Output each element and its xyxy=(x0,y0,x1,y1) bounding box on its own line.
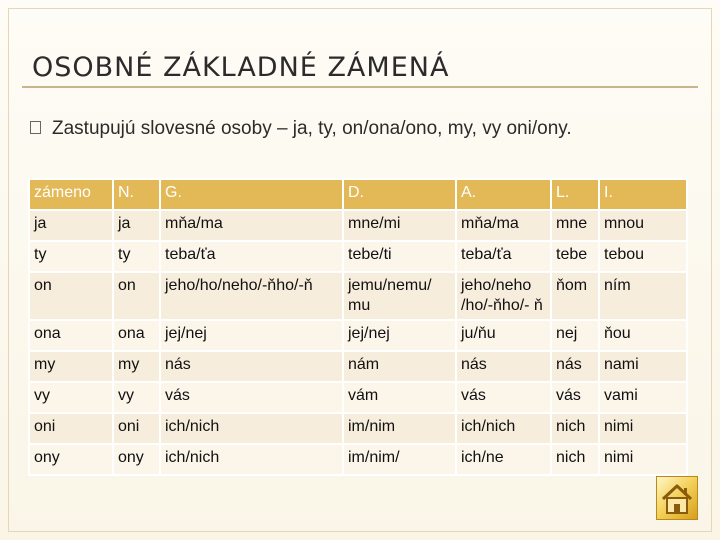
table-cell: ňou xyxy=(599,320,687,351)
table-cell: mne xyxy=(551,210,599,241)
table-cell: jemu/nemu/ mu xyxy=(343,272,456,320)
home-button[interactable] xyxy=(656,476,698,520)
table-row xyxy=(29,444,687,475)
table-cell: ich/nich xyxy=(456,413,551,444)
column-header: G. xyxy=(160,179,343,210)
table-cell: nás xyxy=(456,351,551,382)
table-cell: ona xyxy=(113,320,160,351)
table-cell: ony xyxy=(113,444,160,475)
column-header: D. xyxy=(343,179,456,210)
table-cell: ich/ne xyxy=(456,444,551,475)
table-cell: vami xyxy=(599,382,687,413)
bullet-text: Zastupujú slovesné osoby – ja, ty, on/ona/ono, my, vy oni/ony. xyxy=(52,118,572,139)
table-cell: ňom xyxy=(551,272,599,320)
table-cell: jej/nej xyxy=(343,320,456,351)
square-bullet-icon xyxy=(30,121,41,134)
table-cell: mnou xyxy=(599,210,687,241)
column-header: I. xyxy=(599,179,687,210)
table-cell: teba/ťa xyxy=(160,241,343,272)
table-cell: ty xyxy=(113,241,160,272)
table-cell: vás xyxy=(456,382,551,413)
column-header: zámeno xyxy=(29,179,113,210)
table-cell: jeho/neho /ho/-ňho/- ň xyxy=(456,272,551,320)
table-row xyxy=(29,210,687,241)
table-row xyxy=(29,351,687,382)
slide-title: OSOBNÉ ZÁKLADNÉ ZÁMENÁ xyxy=(32,52,450,83)
table-cell: nej xyxy=(551,320,599,351)
column-header: N. xyxy=(113,179,160,210)
column-header: A. xyxy=(456,179,551,210)
table-cell: mne/mi xyxy=(343,210,456,241)
table-cell: oni xyxy=(113,413,160,444)
table-cell: ony xyxy=(29,444,113,475)
table-cell: nich xyxy=(551,413,599,444)
table-cell: mňa/ma xyxy=(456,210,551,241)
table-cell: nám xyxy=(343,351,456,382)
column-header: L. xyxy=(551,179,599,210)
table-cell: ním xyxy=(599,272,687,320)
table-cell: teba/ťa xyxy=(456,241,551,272)
table-cell: nami xyxy=(599,351,687,382)
table-cell: nás xyxy=(551,351,599,382)
table-cell: on xyxy=(113,272,160,320)
table-cell: jeho/ho/neho/-ňho/-ň xyxy=(160,272,343,320)
table-cell: nimi xyxy=(599,413,687,444)
table-cell: vy xyxy=(113,382,160,413)
table-cell: nás xyxy=(160,351,343,382)
table-row xyxy=(29,241,687,272)
table-cell: nimi xyxy=(599,444,687,475)
table-cell: nich xyxy=(551,444,599,475)
table-cell: my xyxy=(29,351,113,382)
table-cell: vy xyxy=(29,382,113,413)
table-cell: tebou xyxy=(599,241,687,272)
table-cell: vás xyxy=(551,382,599,413)
table-cell: on xyxy=(29,272,113,320)
table-cell: im/nim/ xyxy=(343,444,456,475)
home-icon xyxy=(657,477,697,519)
table-row xyxy=(29,320,687,351)
table-cell: ty xyxy=(29,241,113,272)
table-row xyxy=(29,413,687,444)
table-cell: ja xyxy=(113,210,160,241)
table-cell: tebe xyxy=(551,241,599,272)
table-cell: tebe/ti xyxy=(343,241,456,272)
title-underline xyxy=(22,86,698,88)
table-cell: mňa/ma xyxy=(160,210,343,241)
table-cell: my xyxy=(113,351,160,382)
table-cell: oni xyxy=(29,413,113,444)
table-header-row xyxy=(29,179,687,210)
table-cell: vám xyxy=(343,382,456,413)
table-cell: im/nim xyxy=(343,413,456,444)
table-cell: ich/nich xyxy=(160,444,343,475)
table-cell: ich/nich xyxy=(160,413,343,444)
table-cell: ja xyxy=(29,210,113,241)
table-row xyxy=(29,382,687,413)
table-cell: ju/ňu xyxy=(456,320,551,351)
table-row xyxy=(29,272,687,320)
table-cell: jej/nej xyxy=(160,320,343,351)
table-cell: vás xyxy=(160,382,343,413)
table-cell: ona xyxy=(29,320,113,351)
pronoun-table xyxy=(28,178,688,476)
